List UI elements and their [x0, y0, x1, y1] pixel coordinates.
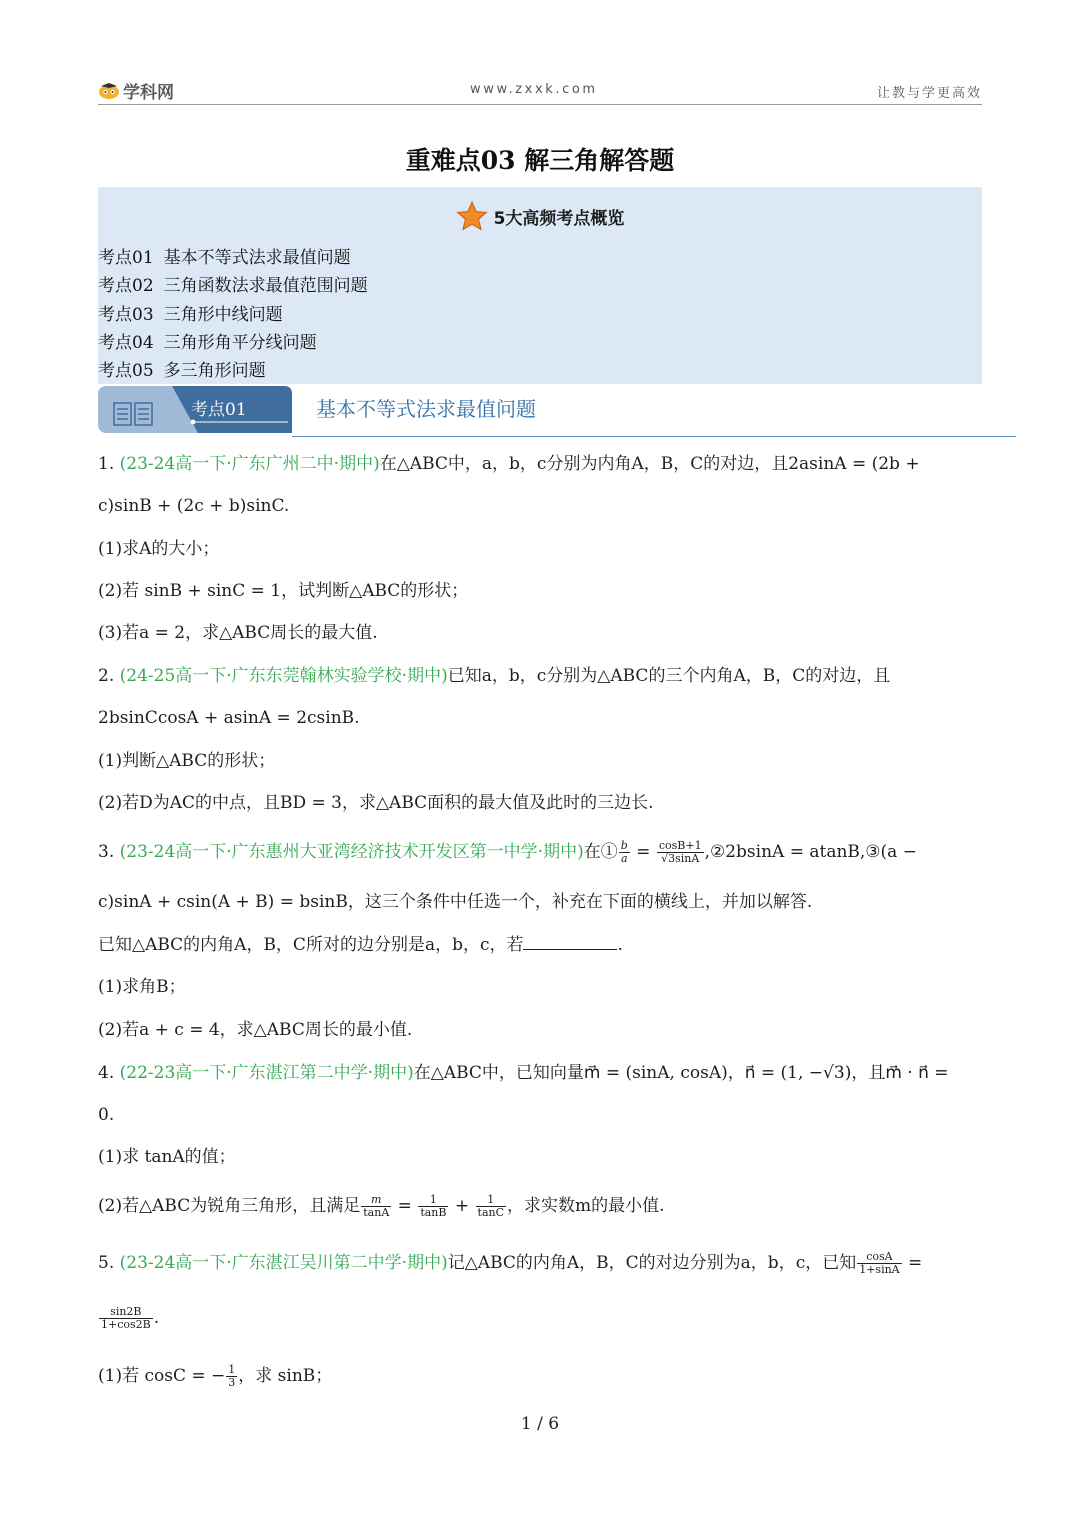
fraction [657, 840, 704, 865]
section-divider [292, 436, 1016, 437]
question-text: 已知a，b，c分别为△ABC的三个内角A，B，C的对边，且 [447, 666, 891, 686]
question-number: 3. [98, 842, 115, 862]
overview-box [98, 187, 982, 384]
overview-heading [98, 201, 982, 232]
question-1-line [98, 452, 988, 476]
overview-item-num: 考点02 [98, 276, 154, 297]
plus-sign: + [449, 1196, 475, 1216]
overview-list [98, 244, 368, 385]
equals-sign: = [392, 1196, 418, 1216]
fraction-numerator: 1 [228, 1363, 236, 1376]
question-3-line [98, 840, 988, 865]
overview-item-text: 多三角形问题 [163, 361, 266, 382]
overview-item[interactable] [98, 301, 368, 329]
fraction-denominator: 1+sinA [859, 1263, 900, 1276]
fraction-numerator: 1 [476, 1194, 506, 1207]
fraction-numerator: b [620, 839, 628, 852]
fraction [226, 1364, 237, 1389]
page-header [98, 76, 982, 105]
sub-question: (2)若D为AC的中点，且BD = 3，求△ABC面积的最大值及此时的三边长. [98, 793, 654, 813]
question-text: ，求实数m的最小值. [507, 1196, 665, 1216]
question-text: 记△ABC的内角A，B，C的对边分别为a，b，c，已知 [447, 1253, 857, 1273]
page-title: 重难点03 解三角解答题 [405, 146, 675, 175]
overview-item[interactable] [98, 244, 368, 272]
fraction-denominator: 1+cos2B [101, 1318, 151, 1331]
fraction [99, 1306, 153, 1331]
fraction-denominator: tanB [420, 1206, 447, 1219]
question-5-line [98, 1306, 988, 1331]
fraction-denominator: √3sinA [661, 852, 700, 865]
question-text: ，求 sinB； [238, 1366, 333, 1386]
sub-question: (3)若a = 2，求△ABC周长的最大值. [98, 623, 378, 643]
fraction-numerator: 1 [418, 1194, 448, 1207]
overview-item-text: 基本不等式法求最值问题 [163, 248, 351, 268]
sub-question: (1)求 tanA的值； [98, 1147, 236, 1167]
question-text: 已知△ABC的内角A，B，C所对的边分别是a，b，c，若 [98, 935, 524, 955]
question-text: . [153, 1308, 160, 1328]
overview-item-num: 考点04 [98, 332, 154, 353]
question-number: 5. [98, 1253, 115, 1273]
question-text: 在① [583, 842, 618, 862]
fraction-numerator: sin2B [99, 1306, 153, 1319]
fraction-numerator: m [361, 1194, 391, 1207]
fraction [361, 1194, 391, 1219]
equals-sign: = [902, 1253, 923, 1273]
question-3-line [98, 933, 988, 957]
question-text: ,②2bsinA = atanB,③(a − [704, 842, 917, 862]
fraction-denominator: tanC [477, 1206, 505, 1219]
question-source: (24-25高一下·广东东莞翰林实验学校·期中) [119, 666, 448, 686]
sub-question: (1)求角B； [98, 977, 186, 997]
question-number: 4. [98, 1063, 115, 1083]
overview-item[interactable] [98, 272, 368, 300]
site-url[interactable]: www.zxxk.com [470, 82, 598, 97]
question-number: 2. [98, 666, 115, 686]
sub-question: (1)判断△ABC的形状； [98, 751, 276, 771]
question-text: c)sinA + csin(A + B) = bsinB，这三个条件中任选一个，补充在下面的横线上，并加以解答. [98, 892, 813, 912]
fraction-numerator: cosA [857, 1251, 901, 1264]
sub-question [98, 1364, 988, 1389]
fraction [857, 1251, 901, 1276]
sub-question: (1)求A的大小； [98, 539, 220, 559]
fraction-denominator: a [620, 852, 628, 865]
question-source: (23-24高一下·广东广州二中·期中) [119, 454, 380, 474]
section-title: 基本不等式法求最值问题 [316, 397, 536, 421]
star-icon [456, 201, 488, 232]
overview-item-text: 三角形角平分线问题 [163, 332, 317, 353]
sub-question: (2)若a + c = 4，求△ABC周长的最小值. [98, 1020, 413, 1040]
overview-item[interactable] [98, 357, 368, 385]
fraction-denominator: tanA [363, 1206, 390, 1219]
sub-question: (2)若 sinB + sinC = 1，试判断△ABC的形状； [98, 581, 469, 601]
answer-blank[interactable] [523, 934, 617, 950]
question-text: 2bsinCcosA + asinA = 2csinB. [98, 708, 360, 728]
question-source: (23-24高一下·广东惠州大亚湾经济技术开发区第一中学·期中) [119, 842, 584, 862]
overview-item-num: 考点03 [98, 304, 154, 325]
fraction-numerator: cosB+1 [658, 839, 702, 852]
fraction [476, 1194, 506, 1219]
question-text: 在△ABC中，已知向量m⃗ = (sinA, cosA)，n⃗ = (1, −√3)，且m⃗ · n⃗ = [413, 1063, 949, 1083]
logo-icon [98, 82, 120, 100]
question-4-line [98, 1061, 988, 1085]
section-tab-label: 考点01 [191, 400, 247, 420]
logo[interactable] [98, 78, 174, 103]
question-5-line [98, 1251, 988, 1276]
question-text: 在△ABC中，a，b，c分别为内角A，B，C的对边，且2asinA = (2b + [379, 454, 920, 474]
fraction [619, 840, 630, 865]
question-text: . [617, 935, 623, 955]
question-source: (23-24高一下·广东湛江吴川第二中学·期中) [119, 1253, 448, 1273]
equals-sign: = [630, 842, 656, 862]
page-number: 1 / 6 [520, 1414, 560, 1434]
question-text: (2)若△ABC为锐角三角形，且满足 [98, 1196, 361, 1216]
overview-heading-text: 5大高频考点概览 [493, 209, 625, 229]
overview-item-num: 考点01 [98, 248, 154, 268]
question-text: (1)若 cosC = − [98, 1366, 226, 1386]
question-2-line [98, 664, 988, 688]
slogan: 让教与学更高效 [876, 86, 982, 101]
question-source: (22-23高一下·广东湛江第二中学·期中) [119, 1063, 414, 1083]
logo-text: 学科网 [123, 83, 174, 103]
overview-item-text: 三角形中线问题 [163, 304, 283, 325]
question-text: 0. [98, 1105, 115, 1125]
fraction-denominator: 3 [228, 1376, 236, 1389]
sub-question [98, 1194, 988, 1219]
section-tab [98, 386, 292, 433]
overview-item-text: 三角函数法求最值范围问题 [163, 276, 368, 297]
question-text: c)sinB + (2c + b)sinC. [98, 496, 290, 516]
question-number: 1. [98, 454, 115, 474]
fraction [418, 1194, 448, 1219]
overview-item[interactable] [98, 329, 368, 357]
overview-item-num: 考点05 [98, 361, 154, 382]
